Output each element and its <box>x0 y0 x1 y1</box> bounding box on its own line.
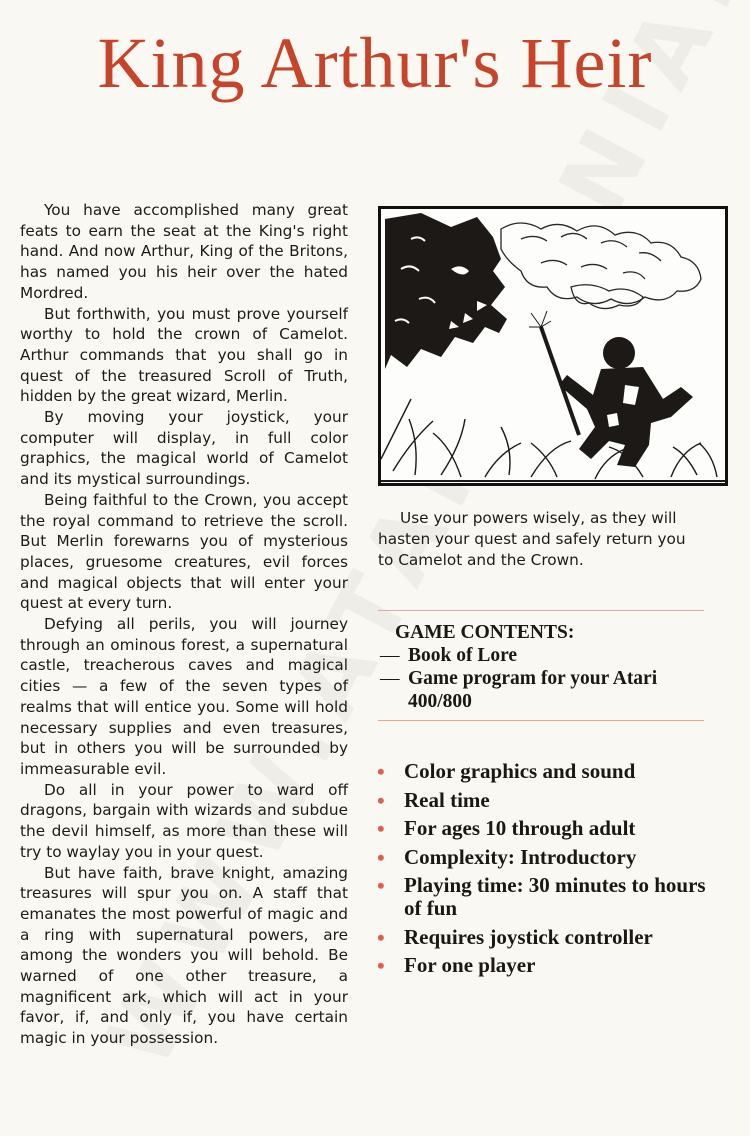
bullet-icon: • <box>377 816 385 841</box>
divider-bottom <box>378 720 704 721</box>
feature-item <box>376 760 716 783</box>
feature-item <box>376 789 716 812</box>
story-paragraph: You have accomplished many great feats to earn the seat at the King's right hand. And now Arthur, King of the Britons, has named you his heir over the hated Mordred. <box>20 201 348 302</box>
story-paragraph: By moving your joystick, your computer will display, in full color graphics, the magical world of Camelot and its mystical surroundings. <box>20 408 348 489</box>
feature-item <box>376 874 716 920</box>
contents-item-label: Game program for your Atari 400/800 <box>408 668 658 712</box>
feature-label: Real time <box>404 787 490 812</box>
story-paragraph: Being faithful to the Crown, you accept the royal command to retrieve the scroll. But Merlin forewarns you of mysterious places, gruesome creatures, evil forces and magical objects that will enter your quest at every turn. <box>20 490 348 613</box>
illustration-caption: Use your powers wisely, as they will hasten your quest and safely return you to Camelot and the Crown. <box>378 509 686 569</box>
feature-label: Complexity: Introductory <box>404 844 637 869</box>
feature-item <box>376 817 716 840</box>
dragon-and-knight-illustration <box>378 206 728 486</box>
contents-item <box>380 644 706 667</box>
divider-top <box>378 610 704 611</box>
feature-label: For one player <box>404 953 536 977</box>
feature-item <box>376 926 716 949</box>
story-paragraph: But forthwith, you must prove yourself worthy to hold the crown of Camelot. Arthur commands that you shall go in quest of the treasured Scroll of Truth, hidden by the great wizard, Merlin. <box>20 304 348 406</box>
bullet-icon: • <box>377 873 385 898</box>
contents-item-label: Book of Lore <box>408 645 518 666</box>
bullet-icon: • <box>377 787 385 813</box>
game-contents-heading: GAME CONTENTS: <box>395 622 575 643</box>
dash-icon: — <box>380 668 400 689</box>
bullet-icon: • <box>377 953 385 978</box>
feature-item <box>376 846 716 869</box>
feature-label: Requires joystick controller <box>404 924 653 949</box>
bullet-icon: • <box>377 759 385 784</box>
contents-item <box>380 667 706 713</box>
story-paragraph: But have faith, brave knight, amazing treasures will spur you on. A staff that emanates the most powerful of magic and a ring with supernatural powers, are among the wonders you will behold. Be warned of one other treasure, a magnificent ark, which will act in your favor, if, and only if, you have certain magic in your possession. <box>20 863 348 1048</box>
bullet-icon: • <box>377 924 385 950</box>
feature-label: Playing time: 30 minutes to hours of fun <box>404 873 706 920</box>
feature-item <box>376 954 716 977</box>
page-title: King Arthur's Heir <box>97 23 653 103</box>
dash-icon: — <box>380 645 400 666</box>
story-paragraph: Defying all perils, you will journey through an ominous forest, a supernatural castle, treacherous caves and magical cities — a few of the seven types of realms that will entice you. Some will hold necessary supplies and even treasures, but in others you will be surrounded by immeasurable evil. <box>20 615 348 778</box>
feature-list <box>376 760 716 983</box>
feature-label: Color graphics and sound <box>404 759 636 783</box>
bullet-icon: • <box>377 844 385 870</box>
feature-label: For ages 10 through adult <box>404 816 636 840</box>
story-text <box>20 200 348 1049</box>
story-paragraph: Do all in your power to ward off dragons, bargain with wizards and subdue the devil himself, as more than these will try to waylay you in your quest. <box>20 780 348 861</box>
game-contents <box>380 621 706 713</box>
